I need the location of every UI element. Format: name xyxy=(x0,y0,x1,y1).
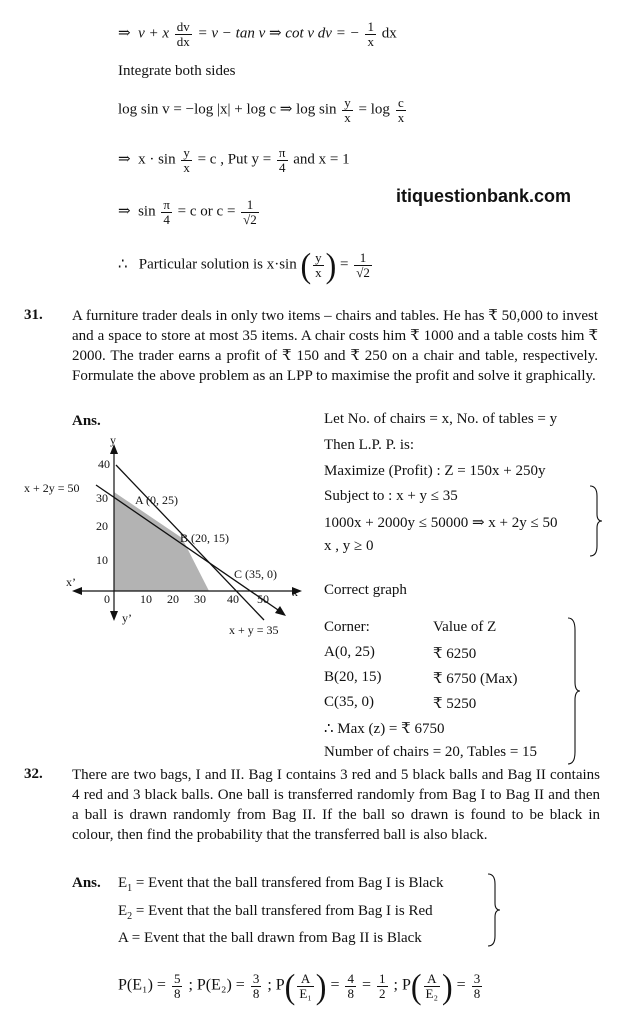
y-prime-label: y’ xyxy=(122,611,132,625)
brace-constraints xyxy=(588,484,604,558)
x-tick: 20 xyxy=(167,592,179,606)
x-axis-label: x xyxy=(292,585,298,599)
event-a: A = Event that the ball drawn from Bag II is Black xyxy=(118,930,422,946)
point-c-label: C (35, 0) xyxy=(234,567,277,581)
lpp-graph xyxy=(0,430,320,650)
table-header-value: Value of Z xyxy=(433,619,497,635)
brace-table xyxy=(566,616,582,766)
y-tick: 40 xyxy=(98,457,110,471)
x-prime-label: x’ xyxy=(66,575,76,589)
answer-label: Ans. xyxy=(72,875,101,891)
constraint-line: Subject to : x + y ≤ 35 xyxy=(324,488,458,504)
table-row-corner: C(35, 0) xyxy=(324,694,374,710)
eq-line-3: ⇒ x · sin $\frac{y}{x}$ = c , Put y = $\frac{\pi}{4}$ and x = 1 xyxy=(118,145,350,175)
eq-line-4: ⇒ sin $\frac{\pi}{4}$ = c or c = $\frac{1}{√2}$ xyxy=(118,197,257,227)
point-a-label: A (0, 25) xyxy=(135,493,178,507)
max-line: ∴ Max (z) = ₹ 6750 xyxy=(324,721,445,737)
correct-graph-text: Correct graph xyxy=(324,582,407,598)
final-answer: Number of chairs = 20, Tables = 15 xyxy=(324,744,538,760)
integrate-text: Integrate both sides xyxy=(118,63,236,79)
table-row-corner: B(20, 15) xyxy=(324,669,382,685)
table-row-value: ₹ 6750 (Max) xyxy=(433,671,518,687)
constraint-line: x , y ≥ 0 xyxy=(324,538,374,554)
question-text: There are two bags, I and II. Bag I contains 3 red and 5 black balls and Bag II contains 4 red and 3 black balls. One ball is transferred randomly from Bag I to Bag II and then a ball is drawn randomly from Bag II. If the ball so drawn is found to be black in colour, then find the probability that the transferred ball is also black. xyxy=(72,767,600,843)
eq-line-1: ⇒ v + x $\frac{dv}{dx}$ = v − tan v ⇒ cot v dv = − $\frac{1}{x}$ dx xyxy=(118,19,397,49)
y-tick: 20 xyxy=(96,519,108,533)
answer-label: Ans. xyxy=(72,413,101,429)
eq-line-2: log sin v = −log |x| + log c ⇒ log sin $\frac{y}{x}$ = log $\frac{c}{x}$ xyxy=(118,95,405,125)
y-axis-label: y xyxy=(110,433,116,447)
x-tick: 10 xyxy=(140,592,152,606)
question-number: 31. xyxy=(24,307,43,323)
x-tick: 30 xyxy=(194,592,206,606)
event-e2: $E_2$ = Event that the ball transfered from Bag I is Red xyxy=(118,903,433,922)
y-tick: 10 xyxy=(96,553,108,567)
formulation-line: Let No. of chairs = x, No. of tables = y xyxy=(324,411,558,427)
question-number: 32. xyxy=(24,766,43,782)
x-tick: 40 xyxy=(227,592,239,606)
watermark: itiquestionbank.com xyxy=(396,186,572,206)
table-row-value: ₹ 6250 xyxy=(433,646,477,662)
y-tick: 30 xyxy=(96,491,108,505)
table-header-corner: Corner: xyxy=(324,619,370,635)
event-e1: $E_1$ = Event that the ball transfered from Bag I is Black xyxy=(118,875,444,894)
line2-label: x + y = 35 xyxy=(229,623,279,637)
eq-line-5: ∴ Particular solution is x·sin ( $\frac{y}{x}$ ) = $\frac{1}{√2}$ xyxy=(118,245,370,285)
point-b-label: B (20, 15) xyxy=(180,531,229,545)
constraint-line: 1000x + 2000y ≤ 50000 ⇒ x + 2y ≤ 50 xyxy=(324,515,558,531)
question-text: A furniture trader deals in only two items – chairs and tables. He has ₹ 50,000 to invest and a space to store at most 35 items. A chair costs him ₹ 1000 and a table costs him ₹ 2000. The trader earns a profit of ₹ 150 and ₹ 250 on a chair and table, respectively. Formulate the above problem as an LPP to maximise the profit and solve it graphically. xyxy=(72,308,598,384)
brace-events xyxy=(486,872,502,948)
line1-label: x + 2y = 50 xyxy=(24,481,80,495)
table-row-value: ₹ 5250 xyxy=(433,696,477,712)
formulation-line: Then L.P. P. is: xyxy=(324,437,415,453)
origin-label: 0 xyxy=(104,592,110,606)
x-tick: 50 xyxy=(257,592,269,606)
probability-line: P(E₁) = $\frac{5}{8}$ ; P(E₂) = $\frac{3}{8}$ ; P( $\frac{A}{\text{E₁}}$ ) = $\frac{4}{8}$ = $\frac{1}{2}$ ; P( $\frac{A}{\text{E₂}}$ ) = $\frac{3}{8}$ xyxy=(118,966,481,1006)
objective-line: Maximize (Profit) : Z = 150x + 250y xyxy=(324,463,546,479)
table-row-corner: A(0, 25) xyxy=(324,644,375,660)
